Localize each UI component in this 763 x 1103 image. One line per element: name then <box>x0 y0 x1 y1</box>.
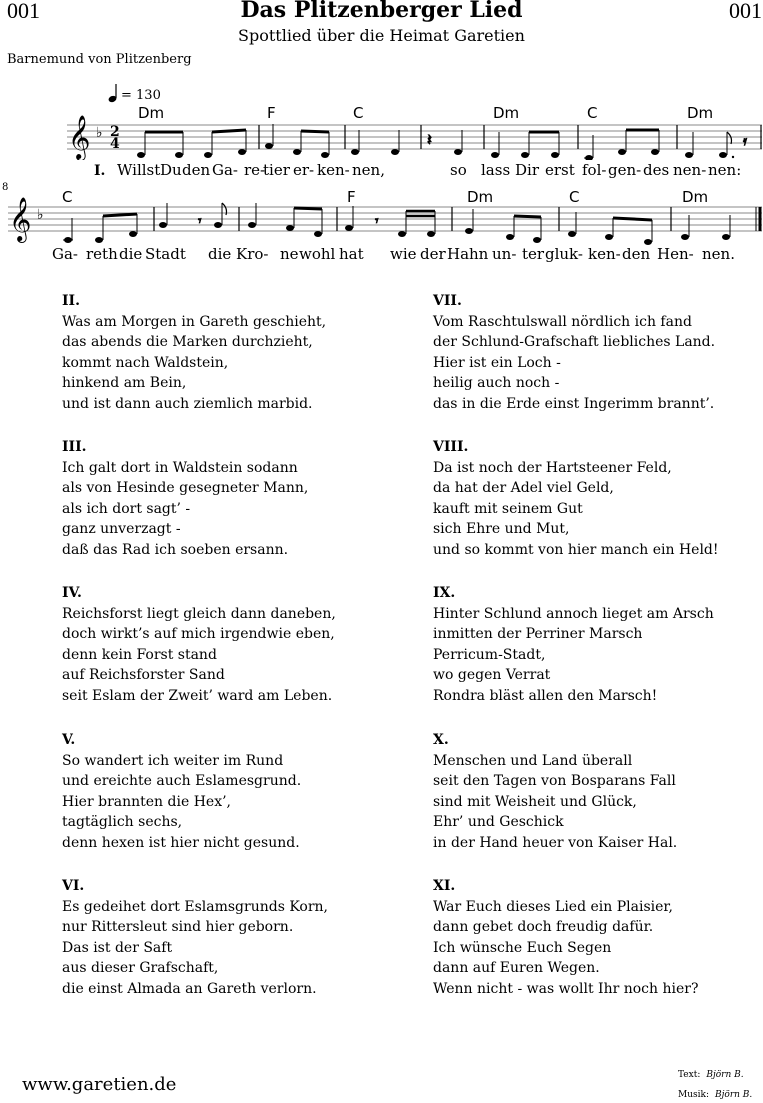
song-title: Das Plitzenberger Lied <box>240 0 523 23</box>
verse-number: V. <box>62 732 76 748</box>
verse-line: der Schlund-Grafschaft liebliches Land. <box>433 334 716 351</box>
svg-text:♭: ♭ <box>37 207 44 223</box>
lyric-syllable: der <box>420 245 446 263</box>
svg-text:𝄽: 𝄽 <box>427 130 432 149</box>
verse-line: auf Reichsforster Sand <box>62 667 225 684</box>
lyric-syllable: Hahn <box>447 245 489 263</box>
verse-line: da hat der Adel viel Geld, <box>433 480 614 497</box>
verse-line: heilig auch noch - <box>433 375 560 392</box>
text-credit-author: Björn B. <box>706 1070 744 1080</box>
music-credit <box>678 1090 752 1100</box>
svg-text:2: 2 <box>110 124 120 140</box>
verse-line: doch wirkt’s auf mich irgendwie eben, <box>62 626 335 643</box>
verse-line: Was am Morgen in Gareth geschieht, <box>62 313 327 330</box>
lyric-syllable: tier <box>263 161 290 179</box>
verse-line: Wenn nicht - was wollt Ihr noch hier? <box>433 980 699 997</box>
website-link[interactable]: www.garetien.de <box>22 1074 177 1095</box>
verse-line: daß das Rad ich soeben ersann. <box>62 541 289 558</box>
lyric-syllable: nen. <box>702 245 735 263</box>
chord-symbol: C <box>62 188 73 206</box>
lyric-syllable: Willst <box>117 161 161 179</box>
verse-line: Hier brannten die Hex’, <box>62 793 231 810</box>
lyric-syllable: Stadt <box>145 245 186 263</box>
song-number-left: 001 <box>7 0 40 23</box>
chord-symbol: C <box>569 188 580 206</box>
song-number-right: 001 <box>729 0 762 23</box>
music-system-1 <box>0 100 763 164</box>
lyric-syllable: ken- <box>317 161 350 179</box>
verse-block-vii <box>433 291 715 415</box>
verse-line: Reichsforst liegt gleich dann daneben, <box>62 605 336 622</box>
verse-label: I. <box>94 163 106 179</box>
chord-symbol: F <box>267 104 276 122</box>
lyric-syllable: ken- <box>588 245 621 263</box>
chord-symbol: F <box>347 188 356 206</box>
verse-line: kommt nach Waldstein, <box>62 354 229 371</box>
verse-number: III. <box>62 439 87 455</box>
verse-line: So wandert ich weiter im Rund <box>62 752 284 769</box>
verse-block-xi <box>433 876 698 1000</box>
verse-line: Rondra bläst allen den Marsch! <box>433 687 658 704</box>
verse-line: nur Rittersleut sind hier geborn. <box>62 919 294 936</box>
verse-line: Perricum-Stadt, <box>433 646 546 663</box>
measure-number: 8 <box>2 182 9 193</box>
verse-number: VIII. <box>433 439 469 455</box>
verse-number: IX. <box>433 585 456 601</box>
lyric-syllable: Ga- <box>52 245 78 263</box>
verse-line: Es gedeihet dort Eslamsgrunds Korn, <box>62 898 329 915</box>
chord-symbol: Dm <box>687 104 714 122</box>
lyric-syllable: die <box>208 245 232 263</box>
lyric-syllable: nen, <box>352 161 385 179</box>
music-credit-label: Musik: <box>678 1090 709 1100</box>
chord-symbol: Dm <box>138 104 165 122</box>
verse-block-ii <box>62 291 326 415</box>
lyric-syllable: un- <box>492 245 517 263</box>
verse-block-iii <box>62 437 308 561</box>
lyric-syllable: erst <box>545 161 575 179</box>
lyric-syllable: wohl <box>299 245 336 263</box>
verse-number: II. <box>62 293 80 309</box>
verse-line: ganz unverzagt - <box>62 521 181 538</box>
lyric-syllable: die <box>119 245 143 263</box>
verse-line: Hier ist ein Loch - <box>433 354 561 371</box>
verse-line: kauft mit seinem Gut <box>433 500 583 517</box>
chord-symbol: C <box>587 104 598 122</box>
verse-line: und ereichte auch Eslamesgrund. <box>62 773 302 790</box>
verse-line: dann auf Euren Wegen. <box>433 960 600 977</box>
lyric-syllable: den <box>622 245 651 263</box>
verse-line: Vom Raschtulswall nördlich ich fand <box>433 313 692 330</box>
verse-block-ix <box>433 583 714 707</box>
verse-line: als ich dort sagt’ - <box>62 500 191 517</box>
verse-line: in der Hand heuer von Kaiser Hal. <box>433 834 678 851</box>
verse-line: inmitten der Perriner Marsch <box>433 626 643 643</box>
verse-line: denn hexen ist hier nicht gesund. <box>62 834 300 851</box>
lyric-syllable: er- <box>293 161 315 179</box>
verse-number: XI. <box>433 878 456 894</box>
chord-symbol: Dm <box>682 188 709 206</box>
verse-line: denn kein Forst stand <box>62 646 217 663</box>
lyric-syllable: ne <box>280 245 299 263</box>
song-subtitle: Spottlied über die Heimat Garetien <box>238 26 525 45</box>
verse-line: sind mit Weisheit und Glück, <box>433 793 637 810</box>
lyric-syllable: den <box>182 161 211 179</box>
lyric-syllable: gluk- <box>545 245 583 263</box>
chord-symbol: C <box>353 104 364 122</box>
verse-number: X. <box>433 732 449 748</box>
tempo-marking: = 130 <box>121 88 161 103</box>
verse-line: sich Ehre und Mut, <box>433 521 570 538</box>
verse-line: tagtäglich sechs, <box>62 814 183 831</box>
verse-line: Das ist der Saft <box>62 939 173 956</box>
verse-block-x <box>433 730 677 854</box>
verse-line: und so kommt von hier manch ein Held! <box>433 541 719 558</box>
verse-number: IV. <box>62 585 82 601</box>
svg-text:𝄿: 𝄿 <box>743 134 747 149</box>
music-credit-author: Björn B. <box>715 1090 753 1100</box>
verse-line: Da ist noch der Hartsteener Feld, <box>433 459 672 476</box>
verse-line: Menschen und Land überall <box>433 752 633 769</box>
chord-symbol: Dm <box>493 104 520 122</box>
lyric-syllable: Ga- <box>212 161 238 179</box>
verse-line: seit Eslam der Zweit’ ward am Leben. <box>62 687 333 704</box>
verse-line: aus dieser Grafschaft, <box>62 960 219 977</box>
verse-line: seit den Tagen von Bosparans Fall <box>433 773 676 790</box>
verse-number: VII. <box>433 293 462 309</box>
lyric-syllable: nen- <box>673 161 707 179</box>
lyric-syllable: fol- <box>582 161 607 179</box>
lyric-syllable: lass <box>481 161 511 179</box>
verse-line: und ist dann auch ziemlich marbid. <box>62 395 313 412</box>
verse-line: Hinter Schlund annoch lieget am Arsch <box>433 605 714 622</box>
svg-text:𝄞: 𝄞 <box>9 197 32 241</box>
verse-line: Ich wünsche Euch Segen <box>433 939 612 956</box>
verse-line: die einst Almada an Gareth verlorn. <box>62 980 317 997</box>
verse-block-vi <box>62 876 328 1000</box>
lyric-syllable: Dir <box>515 161 539 179</box>
verse-block-v <box>62 730 301 854</box>
verse-block-viii <box>433 437 719 561</box>
verse-line: Ehr’ und Geschick <box>433 814 564 831</box>
svg-text:𝄞: 𝄞 <box>68 115 91 159</box>
verse-line: das in die Erde einst Ingerimm brannt’. <box>433 395 715 412</box>
lyric-syllable: Hen- <box>657 245 694 263</box>
lyric-syllable: reth <box>86 245 118 263</box>
lyric-syllable: so <box>450 161 467 179</box>
verse-line: Ich galt dort in Waldstein sodann <box>62 459 298 476</box>
lyric-syllable: re- <box>244 161 266 179</box>
lyric-syllable: Kro- <box>236 245 269 263</box>
verse-line: War Euch dieses Lied ein Plaisier, <box>433 898 674 915</box>
verse-line: wo gegen Verrat <box>433 667 551 684</box>
verse-line: das abends die Marken durchzieht, <box>62 334 313 351</box>
svg-text:𝄾: 𝄾 <box>198 214 202 229</box>
verse-block-iv <box>62 583 336 707</box>
lyric-syllable: nen: <box>708 161 742 179</box>
text-credit-label: Text: <box>678 1070 701 1080</box>
text-credit <box>678 1070 744 1080</box>
lyric-syllable: wie <box>390 245 417 263</box>
verse-number: VI. <box>62 878 85 894</box>
verse-line: hinkend am Bein, <box>62 375 187 392</box>
lyric-syllable: ter <box>522 245 545 263</box>
chord-symbol: Dm <box>467 188 494 206</box>
lyric-syllable: Du <box>160 161 182 179</box>
verse-line: dann gebet doch freudig dafür. <box>433 919 654 936</box>
poet-name: Barnemund von Plitzenberg <box>7 52 192 67</box>
lyric-syllable: des <box>643 161 670 179</box>
svg-text:4: 4 <box>110 136 120 152</box>
lyric-syllable: hat <box>339 245 364 263</box>
svg-text:𝄾: 𝄾 <box>375 214 379 229</box>
lyric-syllable: gen- <box>608 161 642 179</box>
verse-line: als von Hesinde gesegneter Mann, <box>62 480 309 497</box>
svg-text:♭: ♭ <box>96 125 103 141</box>
